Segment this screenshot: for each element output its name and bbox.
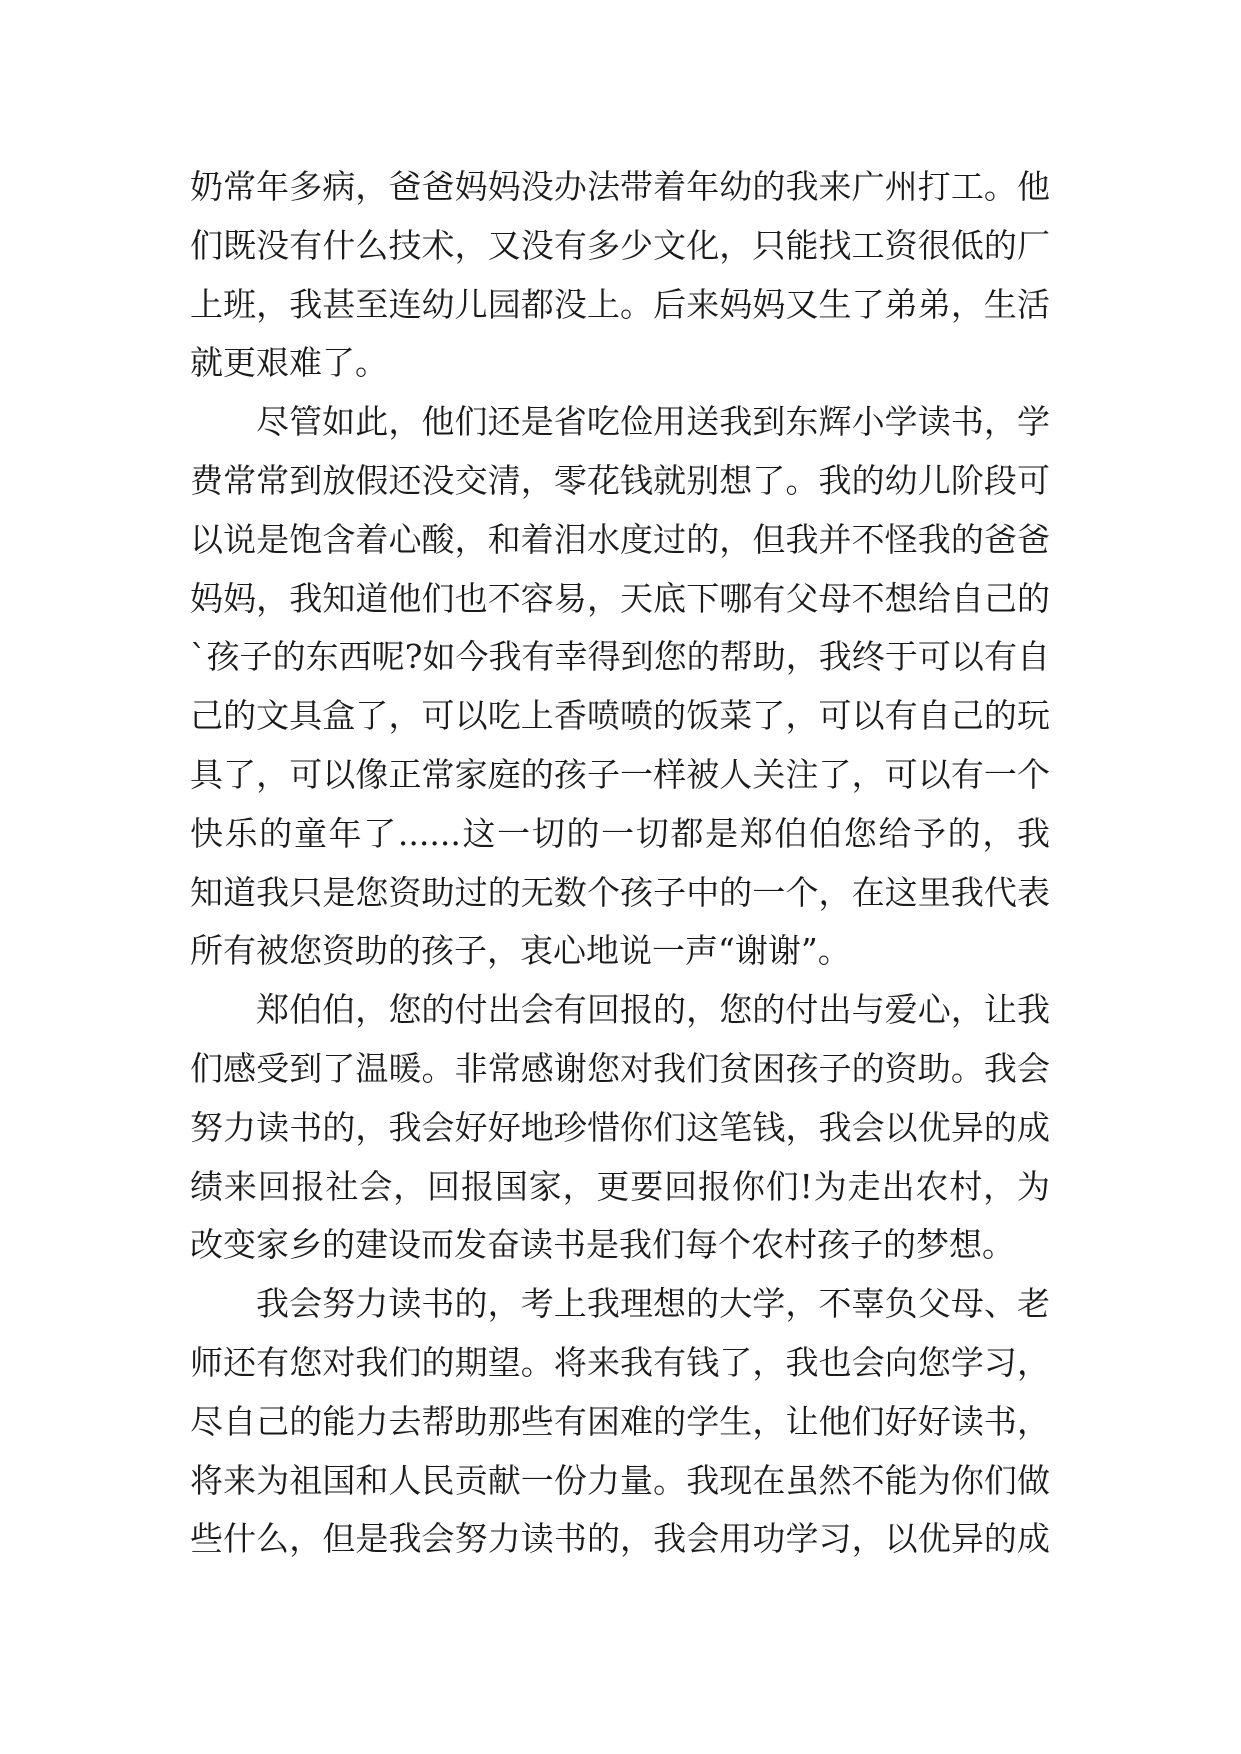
text-line: 上班，我甚至连幼儿园都没上。后来妈妈又生了弟弟，生活 — [190, 284, 1050, 324]
text-line: 们感受到了温暖。非常感谢您对我们贫困孩子的资助。我会 — [190, 1048, 1050, 1088]
text-line: 妈妈，我知道他们也不容易，天底下哪有父母不想给自己的 — [190, 578, 1050, 618]
text-line: 改变家乡的建设而发奋读书是我们每个农村孩子的梦想。 — [190, 1225, 1015, 1265]
text-line: 些什么，但是我会努力读书的，我会用功学习，以优异的成 — [190, 1519, 1050, 1559]
text-line: 尽自己的能力去帮助那些有困难的学生，让他们好好读书， — [190, 1401, 1050, 1441]
text-line: 绩来回报社会，回报国家，更要回报你们!为走出农村，为 — [190, 1166, 1050, 1206]
document-body — [190, 158, 1050, 1569]
text-line: 具了，可以像正常家庭的孩子一样被人关注了，可以有一个 — [190, 754, 1050, 794]
text-line: 努力读书的，我会好好地珍惜你们这笔钱，我会以优异的成 — [190, 1107, 1050, 1147]
text-line: `孩子的东西呢?如今我有幸得到您的帮助，我终于可以有自 — [190, 637, 1050, 677]
text-line: 所有被您资助的孩子，衷心地说一声“谢谢”。 — [190, 931, 851, 971]
text-line: 费常常到放假还没交清，零花钱就别想了。我的幼儿阶段可 — [190, 460, 1050, 500]
text-line: 快乐的童年了......这一切的一切都是郑伯伯您给予的，我 — [190, 813, 1050, 853]
text-line: 己的文具盒了，可以吃上香喷喷的饭菜了，可以有自己的玩 — [190, 696, 1050, 736]
text-line: 以说是饱含着心酸，和着泪水度过的，但我并不怪我的爸爸 — [190, 519, 1050, 559]
text-line: 我会努力读书的，考上我理想的大学，不辜负父母、老 — [256, 1284, 1050, 1324]
text-line: 奶常年多病，爸爸妈妈没办法带着年幼的我来广州打工。他 — [190, 167, 1050, 206]
text-line: 郑伯伯，您的付出会有回报的，您的付出与爱心，让我 — [256, 990, 1050, 1030]
text-line: 就更艰难了。 — [190, 343, 388, 383]
text-line: 将来为祖国和人民贡献一份力量。我现在虽然不能为你们做 — [190, 1460, 1050, 1500]
text-line: 们既没有什么技术，又没有多少文化，只能找工资很低的厂 — [190, 225, 1050, 265]
text-line: 知道我只是您资助过的无数个孩子中的一个，在这里我代表 — [190, 872, 1050, 912]
text-line: 师还有您对我们的期望。将来我有钱了，我也会向您学习， — [190, 1342, 1050, 1382]
text-line: 尽管如此，他们还是省吃俭用送我到东辉小学读书，学 — [256, 402, 1050, 442]
